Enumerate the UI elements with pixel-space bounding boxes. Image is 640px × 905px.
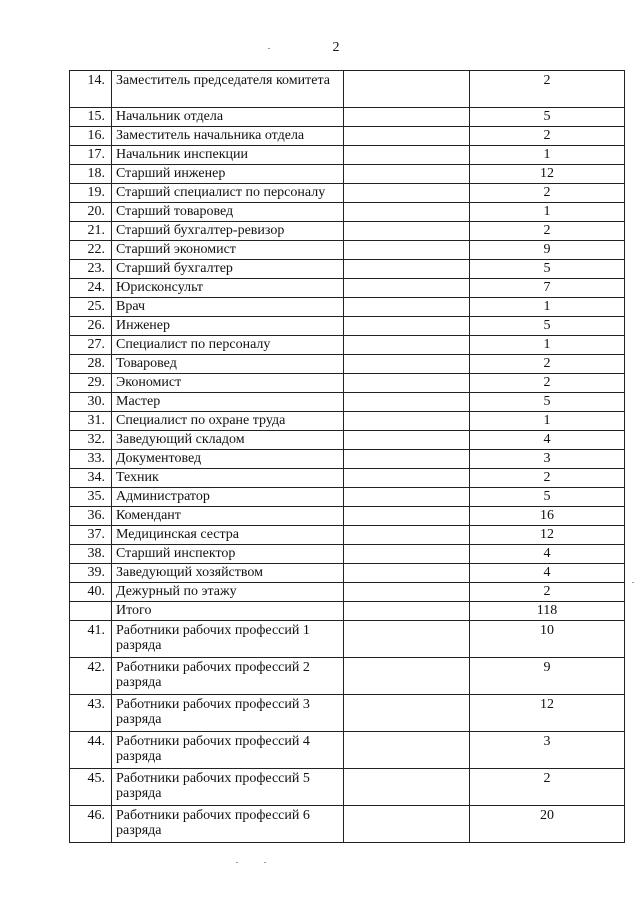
position-name-cell: Инженер [112,317,344,336]
position-name-cell: Техник [112,469,344,488]
quantity-cell: 3 [470,732,625,769]
empty-cell [344,545,470,564]
table-row [70,545,625,564]
empty-cell [344,621,470,658]
row-number-cell: 19. [70,184,112,203]
table-row [70,241,625,260]
table-row [70,732,625,769]
row-number-cell: 14. [70,71,112,108]
row-number-cell: 32. [70,431,112,450]
table-row [70,203,625,222]
row-number-cell [70,602,112,621]
quantity-cell: 1 [470,203,625,222]
empty-cell [344,769,470,806]
table-row [70,393,625,412]
table-row [70,71,625,108]
table-row [70,583,625,602]
position-name-cell: Администратор [112,488,344,507]
row-number-cell: 29. [70,374,112,393]
table-row [70,507,625,526]
quantity-cell: 2 [470,769,625,806]
position-name-cell: Мастер [112,393,344,412]
row-number-cell: 28. [70,355,112,374]
empty-cell [344,393,470,412]
row-number-cell: 38. [70,545,112,564]
row-number-cell: 39. [70,564,112,583]
position-name-cell: Работники рабочих профессий 2 разряда [112,658,344,695]
table-row [70,374,625,393]
position-name-cell: Начальник отдела [112,108,344,127]
empty-cell [344,108,470,127]
scan-speck [236,862,238,863]
empty-cell [344,317,470,336]
row-number-cell: 36. [70,507,112,526]
quantity-cell: 2 [470,355,625,374]
empty-cell [344,564,470,583]
quantity-cell: 9 [470,658,625,695]
quantity-cell: 2 [470,71,625,108]
position-name-cell: Итого [112,602,344,621]
table-row [70,431,625,450]
empty-cell [344,602,470,621]
row-number-cell: 27. [70,336,112,355]
position-name-cell: Работники рабочих профессий 4 разряда [112,732,344,769]
quantity-cell: 12 [470,695,625,732]
position-name-cell: Заместитель начальника отдела [112,127,344,146]
empty-cell [344,507,470,526]
empty-cell [344,412,470,431]
empty-cell [344,450,470,469]
row-number-cell: 43. [70,695,112,732]
empty-cell [344,146,470,165]
table-row [70,260,625,279]
table-row [70,146,625,165]
table-row [70,469,625,488]
quantity-cell: 2 [470,374,625,393]
position-name-cell: Старший бухгалтер-ревизор [112,222,344,241]
empty-cell [344,279,470,298]
empty-cell [344,488,470,507]
row-number-cell: 34. [70,469,112,488]
table-row [70,564,625,583]
table-row [70,658,625,695]
row-number-cell: 40. [70,583,112,602]
position-name-cell: Юрисконсульт [112,279,344,298]
quantity-cell: 4 [470,545,625,564]
position-name-cell: Документовед [112,450,344,469]
table-row [70,184,625,203]
table-row [70,279,625,298]
table-row [70,488,625,507]
staff-table-body [70,71,625,843]
row-number-cell: 31. [70,412,112,431]
table-row [70,355,625,374]
row-number-cell: 26. [70,317,112,336]
quantity-cell: 12 [470,526,625,545]
quantity-cell: 2 [470,184,625,203]
position-name-cell: Работники рабочих профессий 3 разряда [112,695,344,732]
empty-cell [344,165,470,184]
scan-speck [268,48,270,49]
row-number-cell: 22. [70,241,112,260]
table-row [70,806,625,843]
page-number: 2 [332,40,340,55]
empty-cell [344,355,470,374]
quantity-cell: 118 [470,602,625,621]
staff-table [69,70,625,843]
empty-cell [344,732,470,769]
row-number-cell: 45. [70,769,112,806]
table-row [70,108,625,127]
position-name-cell: Врач [112,298,344,317]
position-name-cell: Старший товаровед [112,203,344,222]
empty-cell [344,203,470,222]
position-name-cell: Работники рабочих профессий 5 разряда [112,769,344,806]
row-number-cell: 17. [70,146,112,165]
row-number-cell: 33. [70,450,112,469]
position-name-cell: Старший экономист [112,241,344,260]
position-name-cell: Медицинская сестра [112,526,344,545]
row-number-cell: 23. [70,260,112,279]
position-name-cell: Товаровед [112,355,344,374]
quantity-cell: 1 [470,336,625,355]
position-name-cell: Старший инженер [112,165,344,184]
row-number-cell: 21. [70,222,112,241]
empty-cell [344,806,470,843]
position-name-cell: Заведующий хозяйством [112,564,344,583]
row-number-cell: 15. [70,108,112,127]
position-name-cell: Специалист по охране труда [112,412,344,431]
quantity-cell: 3 [470,450,625,469]
row-number-cell: 18. [70,165,112,184]
position-name-cell: Работники рабочих профессий 1 разряда [112,621,344,658]
quantity-cell: 2 [470,127,625,146]
position-name-cell: Заведующий складом [112,431,344,450]
table-row [70,127,625,146]
empty-cell [344,469,470,488]
empty-cell [344,374,470,393]
quantity-cell: 2 [470,222,625,241]
quantity-cell: 2 [470,583,625,602]
row-number-cell: 24. [70,279,112,298]
table-row [70,526,625,545]
quantity-cell: 5 [470,317,625,336]
position-name-cell: Работники рабочих профессий 6 разряда [112,806,344,843]
table-row [70,602,625,621]
row-number-cell: 25. [70,298,112,317]
row-number-cell: 30. [70,393,112,412]
quantity-cell: 7 [470,279,625,298]
empty-cell [344,127,470,146]
row-number-cell: 46. [70,806,112,843]
table-row [70,412,625,431]
quantity-cell: 5 [470,393,625,412]
table-row [70,222,625,241]
table-row [70,621,625,658]
position-name-cell: Комендант [112,507,344,526]
table-row [70,317,625,336]
row-number-cell: 20. [70,203,112,222]
quantity-cell: 5 [470,108,625,127]
quantity-cell: 12 [470,165,625,184]
position-name-cell: Экономист [112,374,344,393]
quantity-cell: 20 [470,806,625,843]
quantity-cell: 2 [470,469,625,488]
table-row [70,450,625,469]
empty-cell [344,336,470,355]
position-name-cell: Дежурный по этажу [112,583,344,602]
row-number-cell: 41. [70,621,112,658]
table-row [70,695,625,732]
quantity-cell: 16 [470,507,625,526]
row-number-cell: 37. [70,526,112,545]
quantity-cell: 4 [470,431,625,450]
row-number-cell: 42. [70,658,112,695]
quantity-cell: 5 [470,488,625,507]
empty-cell [344,298,470,317]
quantity-cell: 4 [470,564,625,583]
empty-cell [344,658,470,695]
row-number-cell: 35. [70,488,112,507]
scan-speck [264,862,266,863]
position-name-cell: Старший специалист по персоналу [112,184,344,203]
table-row [70,298,625,317]
quantity-cell: 9 [470,241,625,260]
scan-speck [632,582,634,583]
empty-cell [344,222,470,241]
quantity-cell: 1 [470,412,625,431]
quantity-cell: 1 [470,146,625,165]
quantity-cell: 1 [470,298,625,317]
quantity-cell: 10 [470,621,625,658]
row-number-cell: 44. [70,732,112,769]
table-row [70,165,625,184]
empty-cell [344,695,470,732]
row-number-cell: 16. [70,127,112,146]
table-row [70,769,625,806]
position-name-cell: Старший инспектор [112,545,344,564]
quantity-cell: 5 [470,260,625,279]
empty-cell [344,526,470,545]
position-name-cell: Заместитель председателя комитета [112,71,344,108]
empty-cell [344,260,470,279]
empty-cell [344,431,470,450]
position-name-cell: Старший бухгалтер [112,260,344,279]
empty-cell [344,583,470,602]
empty-cell [344,184,470,203]
empty-cell [344,241,470,260]
position-name-cell: Специалист по персоналу [112,336,344,355]
position-name-cell: Начальник инспекции [112,146,344,165]
table-row [70,336,625,355]
empty-cell [344,71,470,108]
